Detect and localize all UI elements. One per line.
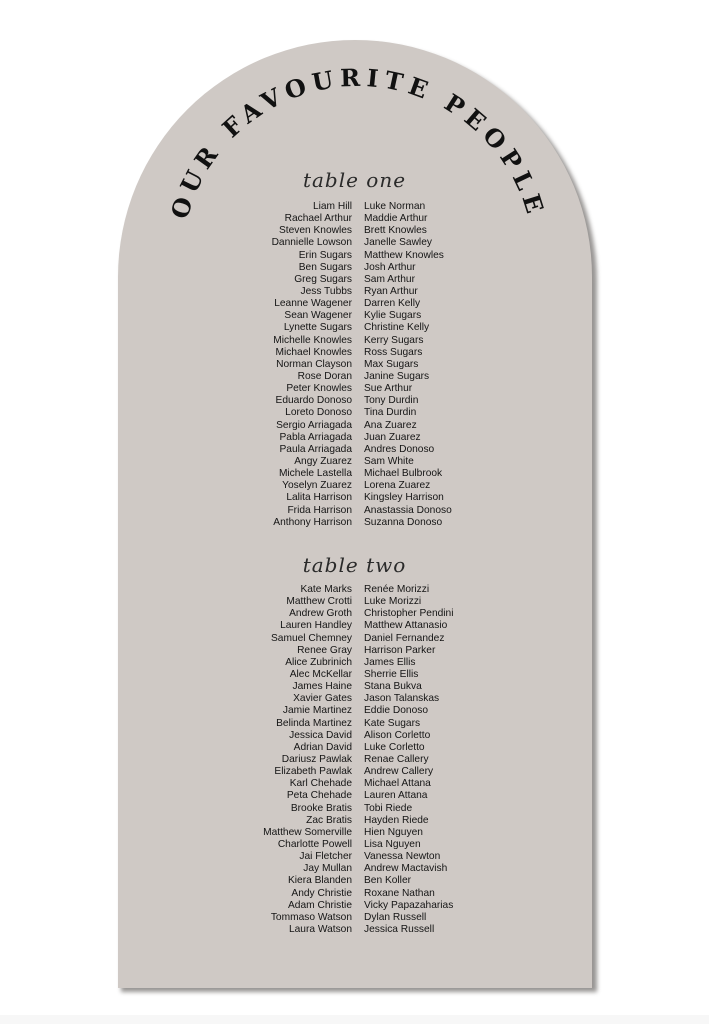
- guest-row: [0, 657, 709, 669]
- guest-name-right: Christopher Pendini: [364, 608, 454, 620]
- guest-name-right: Vanessa Newton: [364, 851, 441, 863]
- guest-name-left: Elizabeth Pawlak: [274, 766, 352, 778]
- guest-name-right: Kate Sugars: [364, 717, 421, 729]
- table-one-heading: table one: [302, 168, 407, 192]
- guest-row: [0, 645, 709, 657]
- guest-row: [0, 395, 709, 407]
- guest-name-right: Kerry Sugars: [364, 334, 424, 346]
- guest-row: [0, 875, 709, 887]
- guest-name-left: Loreto Donoso: [285, 407, 352, 419]
- guest-name-right: Janine Sugars: [364, 370, 430, 382]
- guest-name-right: Christine Kelly: [364, 322, 430, 334]
- guest-row: [0, 924, 709, 936]
- guest-name-left: Liam Hill: [312, 201, 352, 212]
- guest-name-left: Michele Lastella: [278, 468, 352, 480]
- guest-name-right: Josh Arthur: [364, 261, 416, 273]
- guest-name-left: Jess Tubbs: [300, 285, 352, 297]
- guest-name-right: Michael Bulbrook: [364, 468, 443, 480]
- guest-name-right: Sam White: [364, 455, 414, 467]
- guest-name-right: Andres Donoso: [364, 443, 435, 455]
- guest-name-left: Alice Zubrinich: [285, 656, 352, 668]
- guest-name-right: Andrew Mactavish: [364, 863, 448, 875]
- guest-row: [0, 335, 709, 347]
- guest-row: [0, 803, 709, 815]
- guest-name-left: Michelle Knowles: [273, 334, 352, 346]
- guest-row: [0, 237, 709, 249]
- guest-name-left: Greg Sugars: [294, 273, 352, 285]
- guest-row: [0, 480, 709, 492]
- guest-name-left: Belinda Martinez: [276, 717, 352, 729]
- guest-row: [0, 790, 709, 802]
- guest-name-left: Jessica David: [289, 729, 352, 741]
- guest-row: [0, 213, 709, 225]
- guest-name-left: Matthew Somerville: [263, 826, 352, 838]
- guest-name-left: Ben Sugars: [298, 261, 352, 273]
- guest-name-right: Kingsley Harrison: [364, 492, 444, 504]
- guest-name-right: Darren Kelly: [364, 298, 421, 310]
- guest-row: [0, 444, 709, 456]
- guest-name-right: Max Sugars: [364, 358, 419, 370]
- guest-name-right: Vicky Papazaharias: [364, 899, 454, 911]
- guest-name-left: Samuel Chemney: [271, 632, 352, 644]
- guest-name-right: Juan Zuarez: [364, 431, 421, 443]
- guest-name-left: Sean Wagener: [284, 310, 352, 322]
- guest-name-left: Lynette Sugars: [283, 322, 352, 334]
- guest-name-left: Anthony Harrison: [273, 516, 352, 528]
- guest-name-right: Luke Corletto: [364, 741, 425, 753]
- guest-name-left: Adam Christie: [288, 899, 352, 911]
- guest-name-right: Eddie Donoso: [364, 705, 429, 717]
- guest-row: [0, 584, 709, 596]
- guest-name-right: Ben Koller: [364, 875, 412, 887]
- guest-name-left: Tommaso Watson: [270, 911, 352, 923]
- guest-name-left: Kiera Blanden: [287, 875, 352, 887]
- guest-row: [0, 492, 709, 504]
- guest-name-left: Dannielle Lowson: [271, 237, 352, 249]
- guest-row: [0, 298, 709, 310]
- guest-name-right: Alison Corletto: [364, 729, 431, 741]
- guest-name-left: Leanne Wagener: [274, 298, 352, 310]
- guest-name-right: Michael Attana: [364, 778, 431, 790]
- guest-name-left: Michael Knowles: [275, 346, 352, 358]
- guest-name-left: Peter Knowles: [286, 383, 352, 395]
- table-two-heading: table two: [302, 553, 407, 577]
- guest-name-right: Stana Bukva: [364, 681, 422, 693]
- guest-row: [0, 505, 709, 517]
- guest-name-right: Matthew Knowles: [364, 249, 444, 261]
- guest-row: [0, 633, 709, 645]
- guest-row: [0, 468, 709, 480]
- guest-name-left: Dariusz Pawlak: [281, 753, 352, 765]
- title-text: OUR FAVOURITE PEOPLE: [164, 62, 552, 223]
- guest-name-right: Renée Morizzi: [364, 584, 430, 595]
- guest-row: [0, 900, 709, 912]
- guest-row: [0, 371, 709, 383]
- guest-name-left: Peta Chehade: [286, 790, 352, 802]
- guest-name-left: Steven Knowles: [278, 225, 352, 237]
- guest-name-left: Rose Doran: [297, 370, 352, 382]
- guest-name-right: Ana Zuarez: [364, 419, 417, 431]
- guest-name-left: Karl Chehade: [289, 778, 352, 790]
- guest-name-right: Janelle Sawley: [364, 237, 432, 249]
- guest-name-left: Matthew Crotti: [286, 596, 352, 608]
- guest-name-left: Laura Watson: [288, 923, 352, 935]
- guest-row: [0, 420, 709, 432]
- guest-row: [0, 262, 709, 274]
- guest-row: [0, 432, 709, 444]
- guest-name-left: Zac Bratis: [306, 814, 352, 826]
- guest-row: [0, 742, 709, 754]
- guest-name-right: James Ellis: [364, 656, 416, 668]
- guest-row: [0, 705, 709, 717]
- guest-row: [0, 407, 709, 419]
- guest-name-right: Tony Durdin: [364, 395, 419, 407]
- guest-name-left: Xavier Gates: [293, 693, 352, 705]
- guest-row: [0, 681, 709, 693]
- guest-row: [0, 839, 709, 851]
- guest-name-right: Luke Norman: [364, 201, 426, 212]
- table-one-names: [0, 201, 709, 529]
- guest-row: [0, 608, 709, 620]
- guest-name-left: Frida Harrison: [287, 504, 352, 516]
- guest-name-right: Brett Knowles: [364, 225, 427, 237]
- guest-name-right: Luke Morizzi: [364, 596, 422, 608]
- guest-row: [0, 322, 709, 334]
- table-two-names: [0, 584, 709, 936]
- guest-row: [0, 754, 709, 766]
- guest-name-right: Hien Nguyen: [364, 826, 423, 838]
- guest-row: [0, 693, 709, 705]
- guest-name-left: Renee Gray: [297, 644, 352, 656]
- guest-row: [0, 863, 709, 875]
- guest-name-right: Suzanna Donoso: [364, 516, 443, 528]
- guest-name-right: Sam Arthur: [364, 273, 415, 285]
- guest-name-right: Sherrie Ellis: [364, 668, 419, 680]
- page-bottom-band: [0, 1015, 709, 1024]
- guest-name-right: Kylie Sugars: [364, 310, 422, 322]
- guest-name-left: Brooke Bratis: [290, 802, 352, 814]
- guest-name-left: Adrian David: [293, 741, 352, 753]
- guest-name-right: Dylan Russell: [364, 911, 427, 923]
- guest-name-left: Lalita Harrison: [286, 492, 352, 504]
- guest-name-left: Norman Clayson: [276, 358, 352, 370]
- guest-name-right: Ross Sugars: [364, 346, 423, 358]
- guest-row: [0, 201, 709, 213]
- guest-row: [0, 517, 709, 529]
- guest-name-right: Lisa Nguyen: [364, 838, 421, 850]
- guest-row: [0, 456, 709, 468]
- guest-row: [0, 383, 709, 395]
- guest-row: [0, 310, 709, 322]
- guest-name-left: Kate Marks: [300, 584, 352, 595]
- guest-name-right: Sue Arthur: [364, 383, 413, 395]
- guest-name-left: Jai Fletcher: [299, 851, 352, 863]
- guest-name-left: Jay Mullan: [303, 863, 352, 875]
- guest-row: [0, 669, 709, 681]
- guest-name-left: Paula Arriagada: [279, 443, 352, 455]
- guest-name-left: Erin Sugars: [298, 249, 352, 261]
- guest-name-right: Lorena Zuarez: [364, 480, 431, 492]
- guest-name-right: Lauren Attana: [364, 790, 428, 802]
- guest-name-right: Harrison Parker: [364, 644, 436, 656]
- guest-name-right: Jessica Russell: [364, 923, 435, 935]
- guest-row: [0, 827, 709, 839]
- guest-name-left: Andy Christie: [291, 887, 352, 899]
- guest-row: [0, 620, 709, 632]
- guest-row: [0, 851, 709, 863]
- guest-name-left: James Haine: [292, 681, 352, 693]
- guest-name-left: Jamie Martinez: [282, 705, 352, 717]
- guest-row: [0, 347, 709, 359]
- guest-name-left: Lauren Handley: [280, 620, 352, 632]
- guest-row: [0, 718, 709, 730]
- guest-row: [0, 912, 709, 924]
- guest-name-left: Angy Zuarez: [294, 455, 352, 467]
- guest-row: [0, 286, 709, 298]
- guest-name-left: Rachael Arthur: [284, 213, 352, 225]
- guest-row: [0, 359, 709, 371]
- guest-name-right: Tina Durdin: [364, 407, 417, 419]
- guest-name-right: Ryan Arthur: [364, 285, 418, 297]
- guest-name-right: Anastassia Donoso: [364, 504, 452, 516]
- guest-name-right: Roxane Nathan: [364, 887, 435, 899]
- guest-row: [0, 225, 709, 237]
- guest-name-left: Charlotte Powell: [277, 838, 352, 850]
- guest-row: [0, 778, 709, 790]
- guest-row: [0, 815, 709, 827]
- guest-name-left: Eduardo Donoso: [275, 395, 352, 407]
- guest-row: [0, 596, 709, 608]
- guest-name-left: Yoselyn Zuarez: [282, 480, 352, 492]
- guest-name-right: Tobi Riede: [364, 802, 413, 814]
- guest-row: [0, 766, 709, 778]
- guest-name-left: Pabla Arriagada: [279, 431, 352, 443]
- guest-row: [0, 250, 709, 262]
- guest-name-right: Andrew Callery: [364, 766, 434, 778]
- guest-name-right: Maddie Arthur: [364, 213, 428, 225]
- guest-row: [0, 730, 709, 742]
- guest-name-right: Matthew Attanasio: [364, 620, 448, 632]
- guest-name-left: Sergio Arriagada: [276, 419, 352, 431]
- guest-name-right: Hayden Riede: [364, 814, 429, 826]
- guest-row: [0, 888, 709, 900]
- guest-row: [0, 274, 709, 286]
- guest-name-right: Renae Callery: [364, 753, 429, 765]
- guest-name-left: Andrew Groth: [289, 608, 352, 620]
- guest-name-right: Daniel Fernandez: [364, 632, 445, 644]
- guest-name-left: Alec McKellar: [289, 668, 352, 680]
- guest-name-right: Jason Talanskas: [364, 693, 440, 705]
